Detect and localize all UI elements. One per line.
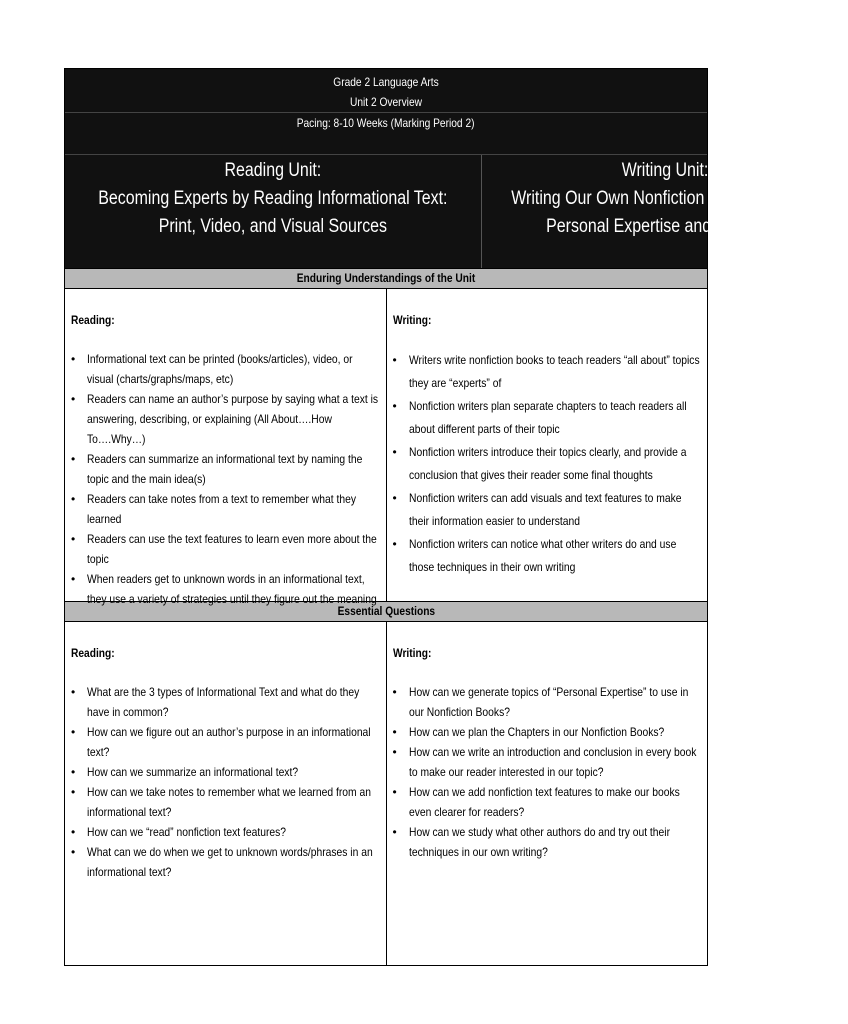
enduring-reading-label: Reading: xyxy=(71,313,115,327)
enduring-writing-column xyxy=(386,289,708,601)
list-item: • How can we add nonfiction text features to make our books even clearer for readers? xyxy=(393,782,702,822)
writing-unit-header xyxy=(481,155,848,268)
header-title-block xyxy=(65,69,707,113)
enduring-reading-column xyxy=(65,289,386,606)
list-item: • How can we figure out an author’s purpose in an informational text? xyxy=(71,722,380,762)
list-item: • Readers can name an author’s purpose by saying what a text is answering, describing, or explaining (All About….How To….Why…) xyxy=(71,389,380,449)
essential-writing-list xyxy=(393,682,702,862)
list-item: • How can we take notes to remember what we learned from an informational text? xyxy=(71,782,380,822)
writing-unit-label: Writing Unit: xyxy=(621,160,709,181)
reading-unit-title: Becoming Experts by Reading Informational Text: xyxy=(98,188,448,209)
list-item: • What can we do when we get to unknown words/phrases in an informational text? xyxy=(71,842,380,882)
list-item: • Readers can summarize an informational text by naming the topic and the main idea(s) xyxy=(71,449,380,489)
list-item: • How can we summarize an informational text? xyxy=(71,762,380,782)
list-item: • Nonfiction writers can notice what other writers do and use those techniques in their own writing xyxy=(393,533,702,579)
enduring-writing-list xyxy=(393,349,702,579)
writing-unit-title: Writing Our Own Nonfiction Chapter Books: xyxy=(511,188,819,209)
list-item: • Nonfiction writers plan separate chapters to teach readers all about different parts of their topic xyxy=(393,395,702,441)
list-item: • Writers write nonfiction books to teach readers “all about” topics they are “experts” of xyxy=(393,349,702,395)
pacing-text: Pacing: 8-10 Weeks (Marking Period 2) xyxy=(297,116,475,130)
essential-reading-label: Reading: xyxy=(71,646,115,660)
enduring-understandings-row xyxy=(65,289,707,606)
essential-questions-row xyxy=(65,622,707,965)
enduring-writing-label: Writing: xyxy=(392,313,431,327)
list-item: • What are the 3 types of Informational Text and what do they have in common? xyxy=(71,682,380,722)
essential-writing-column xyxy=(386,622,708,965)
list-item: • How can we write an introduction and conclusion in every book to make our reader interested in our topic? xyxy=(393,742,702,782)
enduring-reading-list xyxy=(71,349,380,609)
list-item: • How can we “read” nonfiction text features? xyxy=(71,822,380,842)
writing-unit-subtitle: Personal Expertise and Research xyxy=(545,216,784,237)
list-item: • When readers get to unknown words in an informational text, they use a variety of strategies until they figure out the meaning xyxy=(71,569,380,609)
list-item: • How can we plan the Chapters in our Nonfiction Books? xyxy=(393,722,702,742)
list-item: • How can we generate topics of “Personal Expertise” to use in our Nonfiction Books? xyxy=(393,682,702,722)
course-title: Grade 2 Language Arts xyxy=(333,75,439,89)
unit-overview-table xyxy=(64,68,819,966)
enduring-understandings-title: Enduring Understandings of the Unit xyxy=(296,271,476,285)
list-item: • How can we study what other authors do and try out their techniques in our own writing? xyxy=(393,822,702,862)
list-item: • Informational text can be printed (books/articles), video, or visual (charts/graphs/maps, etc) xyxy=(71,349,380,389)
essential-reading-list xyxy=(71,682,380,882)
enduring-understandings-bar xyxy=(65,268,707,289)
reading-unit-header xyxy=(65,155,481,268)
essential-reading-column xyxy=(65,622,386,965)
unit-names-row xyxy=(65,155,819,268)
pacing-block xyxy=(65,113,707,155)
reading-unit-label: Reading Unit: xyxy=(224,160,322,181)
list-item: • Readers can use the text features to learn even more about the topic xyxy=(71,529,380,569)
list-item: • Nonfiction writers introduce their topics clearly, and provide a conclusion that gives their reader some final thoughts xyxy=(393,441,702,487)
reading-unit-subtitle: Print, Video, and Visual Sources xyxy=(158,216,388,237)
essential-questions-title: Essential Questions xyxy=(337,604,435,618)
unit-title: Unit 2 Overview xyxy=(349,95,422,109)
list-item: • Nonfiction writers can add visuals and text features to make their information easier to understand xyxy=(393,487,702,533)
list-item: • Readers can take notes from a text to remember what they learned xyxy=(71,489,380,529)
essential-writing-label: Writing: xyxy=(392,646,431,660)
